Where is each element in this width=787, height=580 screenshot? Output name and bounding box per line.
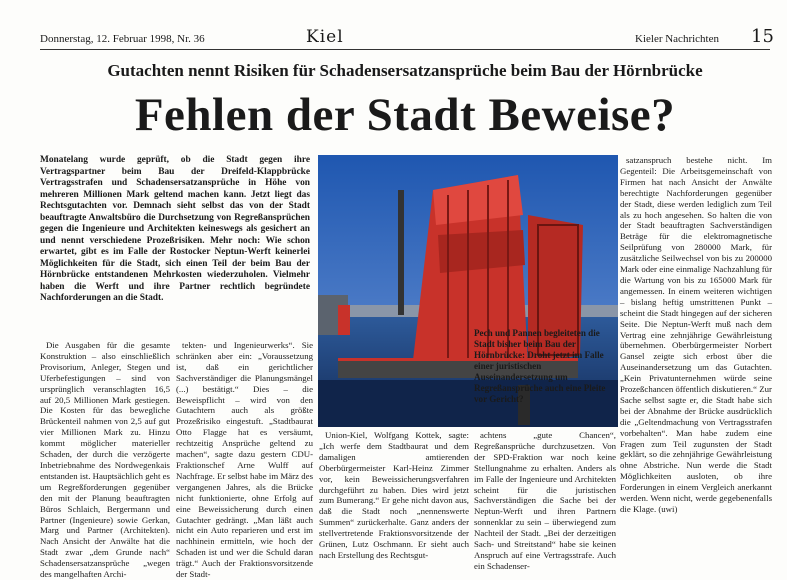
- header-paper-name: Kieler Nachrichten: [635, 33, 719, 45]
- article-headline: Fehlen der Stadt Beweise?: [134, 89, 676, 141]
- header-page-number: 15: [751, 26, 774, 47]
- article-column-4: [474, 430, 616, 572]
- header-date: Donnerstag, 12. Februar 1998, Nr. 36: [40, 33, 205, 45]
- article-kicker: Gutachten nennt Risiken für Schadensersatzansprüche beim Bau der Hörnbrücke: [107, 61, 703, 80]
- article-column-5: [620, 155, 772, 515]
- article-column-1: [40, 340, 170, 580]
- column-4-text: achtens „gute Chancen“, Regreßansprüche durchzusetzen. Von der SPD-Fraktion war noch keine Stellungnahme zu erhalten. Anders als im Falle der Ingenieure und Architekten scheint für die juristischen Sachverständigen die Sache bei der Neptun-Werft und ihren Partnern sonnenklar zu sein – überwiegend zum Nachteil der Stadt. „Bei der derzeitigen Sach- und Streitstand“ habe sie keinen Anspruch auf eine Vertragsstrafe. Auch ein Schadenser-: [474, 430, 616, 571]
- article-column-2: [176, 340, 313, 580]
- column-3-text: Union-Kiel, Wolfgang Kottek, sagte: „Ich werfe dem Stadtbaurat und dem damaligen amtierenden Oberbürgermeister Karl-Heinz Zimmer vor, kein Beweissicherungsverfahren durchgeführt zu haben. Dies wird jetzt zum Bumerang.“ Er gehe nicht davon aus, daß die Stadt noch „nennenswerte Summen“ zurückerhalte. Ganz anders der stellvertretende Fraktionsvorsitzende der Grünen, Lutz Oschmann. Er sieht auch nach Erstellung des Rechtsgut-: [319, 430, 469, 560]
- article-lead: Monatelang wurde geprüft, ob die Stadt gegen ihre Vertragspartner beim Bau der Dreifeld-Klappbrücke Vertragsstrafen und Schadensersatzansprüche in Höhe von mehreren Millionen Mark geltend machen kann. Jetzt liegt das Rechtsgutachten vor. Demnach sieht selbst das von der Stadt beauftragte Anwaltsbüro die Durchsetzung von Regreßansprüchen gegen die Ingenieure und Architekten keineswegs als gesichert an und nennt verschiedene Prozeßrisiken. Mehr noch: Wie schon erwartet, gibt es im Falle der Rostocker Neptun-Werft keinerlei Möglichkeiten für die Stadt, sich einen Teil der beim Bau der Hörnbrücke entstandenen Mehrkosten wiederzuholen. Vielmehr haben die Werft und ihre Partner rechtlich begründete Nachforderungen an die Stadt.: [40, 155, 310, 303]
- photo-caption: Pech und Pannen begleiteten die Stadt bisher beim Bau der Hörnbrücke: Droht jetzt im Falle einer juristischen Auseinandersetzung um Regreßansprüche auch eine Pleite vor Gericht?: [474, 328, 606, 404]
- column-1-text: Die Ausgaben für die gesamte Konstruktion – also einschließlich Provisorium, Anleger, Stegen und Uferbefestigungen – sind von ursprünglich veranschlagten 16,5 auf 20,5 Millionen Mark gestiegen. Die Kosten für das bewegliche Brückenteil nahmen von 2,5 auf gut vier Millionen Mark zu. Hinzu kommt möglicher materieller Schaden, der durch die verzögerte Inbetriebnahme des Nordwegenkais entstanden ist. Hauptsächlich geht es um Regreßforderungen gegenüber den mit der Planung beauftragten Büros Schlaich, Bergermann und Partner (Ingenieure) sowie Gerkan, Marg und Partner (Architekten). Nach Ansicht der Anwälte hat die Stadt zwar „dem Grunde nach“ Schadensersatzansprüche „wegen des mangelhaften Archi-: [40, 340, 170, 580]
- article-column-3: [319, 430, 469, 561]
- column-5-text: satzanspruch bestehe nicht. Im Gegenteil: Die Arbeitsgemeinschaft von Firmen hat nach Ansicht der Anwälte berechtigte Nachforderungen gegenüber der Stadt, diese werden lediglich zum Teil als zu hoch angesehen. So halten die von der Stadt beauftragten Sachverständigen Beträge für die elektromagnetische Seilprüfung von 280000 Mark, für zusätzliche Seilwechsel von bis zu 200000 Mark oder eine einmalige Nachzahlung für die Wartung von bis zu 165000 Mark für angemessen. In einem weiteren wichtigen – bislang heftig umstrittenen Punkt – scheint die Stadt hingegen auf der sicheren Seite. Die Neptun-Werft muß nach dem Vertrag eine zehnjährige Gewährleistung übernehmen. Oberbürgermeister Norbert Gansel zeigte sich erbost über die Auseinandersetzung um das Gutachten. „Kein Privatunternehmen würde seine Prozeßchancen öffentlich diskutieren.“ Zur Sache selbst sagte er, die Stadt habe sich bei der Abnahme der Brücke ausdrücklich die „Geltendmachung von Vertragsstrafen vorbehalten“. Man habe zudem eine Fragen zum Teil zugunsten der Stadt geklärt, so die zehnjährige Gewährleistung ohne Abstriche. Nun werde die Stadt Möglichkeiten ausloten, ob ihre Forderungen in einem Vergleich anerkannt werden. Wenn nicht, werde gegebenenfalls die Klage. (uwi): [620, 155, 772, 514]
- header-rule: [40, 49, 770, 50]
- header-section: Kiel: [306, 27, 344, 47]
- column-2-text: tekten- und Ingenieurwerks“. Sie schränken aber ein: „Voraussetzung ist, daß ein gerichtlicher Sachverständiger die Planungsmängel (...) bestätigt.“ Dies – die Beweispflicht – wird von den Gutachtern auch als größte Prozeßrisiko eingestuft. „Stadtbaurat Otto Flagge hat es versäumt, rechtzeitig Ansprüche geltend zu machen“, sagte dazu gestern CDU-Fraktionschef Arne Wulff auf Nachfrage. Er selbst habe im März des vergangenen Jahres, als die Brücke nicht funktionierte, ohne Erfolg auf eine Beweissicherung durch einen Gutachter gedrängt. „Man läßt auch nicht ein Auto reparieren und erst im nachhinein ermitteln, wie hoch der Schaden ist und wer die Schuld daran trägt.“ Auch der Fraktionsvorsitzende der Stadt-: [176, 340, 313, 580]
